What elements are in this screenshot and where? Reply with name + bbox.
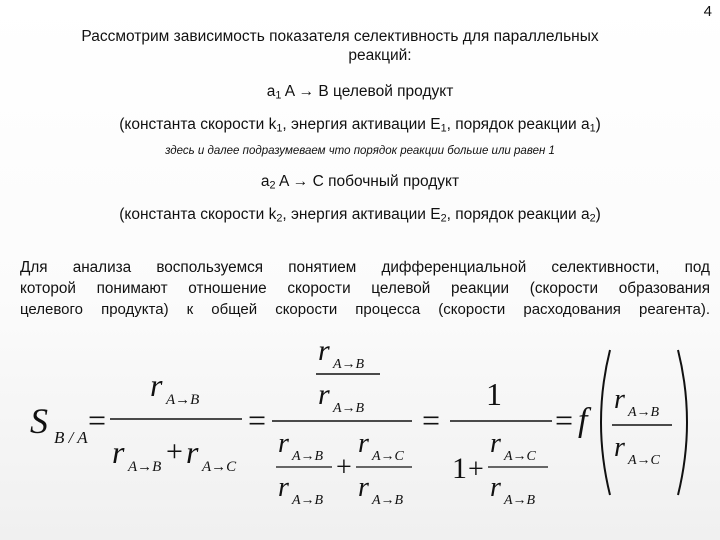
frac1-num-r: r	[150, 367, 163, 403]
c1-activation-energy-sub: 1	[440, 122, 447, 135]
formula-S: S	[30, 401, 48, 441]
c1-rate-constant: (константа скорости k	[119, 116, 277, 133]
reaction-2	[0, 173, 720, 192]
reaction-1-text: A → B целевой продукт	[281, 83, 454, 100]
frac4-top-sub: A→B	[628, 405, 660, 420]
frac1-den-r2: r	[186, 434, 199, 470]
intro-text	[20, 27, 700, 65]
frac3-den-bot-r: r	[490, 472, 501, 503]
frac3-den-top-sub: A→C	[504, 449, 536, 464]
reaction-1-coef-sub: 1	[275, 89, 282, 102]
c1-rate-constant-sub: 1	[276, 122, 283, 135]
intro-line-1: Рассмотрим зависимость показателя селективность для параллельных	[81, 28, 599, 45]
frac1-den-sub2: A→C	[202, 459, 237, 475]
paragraph-line-3: целевого продукта) к общей скорости процесса (скорости расходования реагента).	[20, 301, 710, 318]
frac2-den-plus: +	[336, 452, 352, 483]
footnote: здесь и далее подразумеваем что порядок реакции больше или равен 1	[165, 145, 555, 157]
reaction-2-constants	[0, 206, 720, 225]
c1-activation-energy: , энергия активации E	[282, 116, 441, 133]
frac4-bot-r: r	[614, 432, 625, 463]
frac3-den-top-r: r	[490, 428, 501, 459]
frac3-den-bot-sub: A→B	[504, 493, 536, 508]
frac4-bot-sub: A→C	[628, 453, 660, 468]
frac3-den-one: 1	[452, 452, 467, 485]
reaction-1	[0, 83, 720, 102]
c1-reaction-order: , порядок реакции a	[446, 116, 590, 133]
selectivity-paragraph	[20, 257, 710, 320]
formula-equals-4: =	[555, 402, 574, 438]
frac2-num-bot-sub: A→B	[333, 401, 365, 416]
frac2-den-left-top-sub: A→B	[292, 449, 324, 464]
selectivity-formula	[0, 330, 720, 540]
frac2-num-top-r: r	[318, 334, 330, 367]
frac2-den-left-bot-r: r	[278, 472, 289, 503]
frac2-num-bot-r: r	[318, 378, 330, 411]
formula-equals-3: =	[422, 402, 441, 438]
right-paren	[678, 350, 687, 495]
c2-activation-energy-sub: 2	[440, 212, 447, 225]
formula-equals-2: =	[248, 402, 267, 438]
left-paren	[601, 350, 610, 495]
frac2-num-top-sub: A→B	[333, 357, 365, 372]
paragraph-line-2: которой понимают отношение скорости целевой реакции (скорости образования	[20, 280, 710, 297]
frac3-num-one: 1	[486, 376, 502, 412]
frac1-den-r1: r	[112, 434, 125, 470]
c2-reaction-order-sub: 2	[589, 212, 596, 225]
c2-rate-constant-sub: 2	[276, 212, 283, 225]
c1-reaction-order-sub: 1	[589, 122, 596, 135]
frac2-den-right-bot-sub: A→B	[372, 493, 404, 508]
c2-activation-energy: , энергия активации E	[282, 206, 441, 223]
c2-reaction-order: , порядок реакции a	[446, 206, 590, 223]
frac2-den-left-top-r: r	[278, 428, 289, 459]
reaction-2-coef: a	[260, 173, 270, 190]
frac2-den-right-top-r: r	[358, 428, 369, 459]
frac2-den-left-bot-sub: A→B	[292, 493, 324, 508]
formula-S-sub: B / A	[54, 428, 88, 447]
frac2-den-right-bot-r: r	[358, 472, 369, 503]
paragraph-line-1: Для анализа воспользуемся понятием дифференциальной селективности, под	[20, 259, 710, 276]
formula-equals-1: =	[88, 402, 107, 438]
frac1-den-plus: +	[166, 435, 183, 468]
formula-function-f: f	[578, 402, 588, 439]
c2-close-paren: )	[595, 206, 601, 223]
page-number: 4	[703, 3, 712, 20]
frac4-top-r: r	[614, 384, 625, 415]
frac1-num-sub: A→B	[166, 392, 200, 408]
frac1-den-sub1: A→B	[128, 459, 162, 475]
c1-close-paren: )	[595, 116, 601, 133]
frac3-den-plus: +	[468, 454, 484, 485]
reaction-2-coef-sub: 2	[269, 179, 276, 192]
frac2-den-right-top-sub: A→C	[372, 449, 404, 464]
reaction-2-text: A → C побочный продукт	[275, 173, 460, 190]
intro-line-2: реакций:	[348, 47, 412, 64]
reaction-1-constants	[0, 116, 720, 135]
reaction-1-coef: a	[266, 83, 276, 100]
c2-rate-constant: (константа скорости k	[119, 206, 277, 223]
